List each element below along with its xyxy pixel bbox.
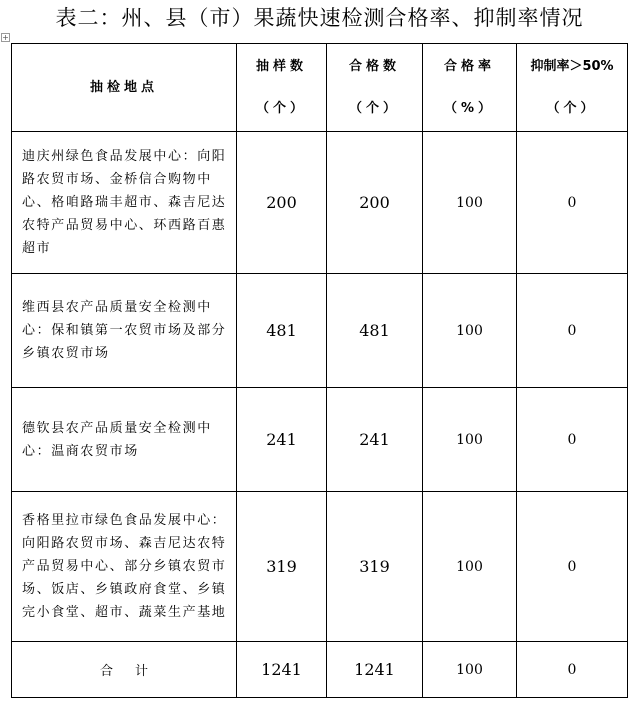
cell-pass-rate: 100	[423, 388, 517, 492]
header-pass-rate: 合格率 （%）	[423, 44, 517, 132]
header-row	[12, 44, 628, 132]
cell-qualified-count: 200	[327, 132, 423, 274]
table-title: 表二：州、县（市）果蔬快速检测合格率、抑制率情况	[55, 6, 584, 30]
cell-inhibition: 0	[517, 492, 628, 642]
cell-total-pass-rate: 100	[423, 642, 517, 698]
cell-inhibition: 0	[517, 388, 628, 492]
header-qualified-count: 合格数 （个）	[327, 44, 423, 132]
cell-inhibition: 0	[517, 132, 628, 274]
table-row	[12, 388, 628, 492]
cell-sample-count: 200	[237, 132, 327, 274]
cell-total-qualified-count: 1241	[327, 642, 423, 698]
header-sample-count: 抽样数 （个）	[237, 44, 327, 132]
header-place: 抽检地点	[12, 44, 237, 132]
cell-pass-rate: 100	[423, 132, 517, 274]
cell-total-inhibition: 0	[517, 642, 628, 698]
cell-sample-count: 241	[237, 388, 327, 492]
move-handle-icon[interactable]: +	[2, 33, 9, 42]
cell-place: 香格里拉市绿色食品发展中心：向阳路农贸市场、森吉尼达农特产品贸易中心、部分乡镇农贸市场、饭店、乡镇政府食堂、乡镇完小食堂、超市、蔬菜生产基地	[12, 492, 237, 642]
header-inhibition: 抑制率＞50% （个）	[517, 44, 628, 132]
cell-qualified-count: 481	[327, 274, 423, 388]
cell-total-label: 合计	[12, 642, 237, 698]
cell-total-sample-count: 1241	[237, 642, 327, 698]
table-row	[12, 132, 628, 274]
cell-inhibition: 0	[517, 274, 628, 388]
table-row	[12, 274, 628, 388]
cell-sample-count: 481	[237, 274, 327, 388]
cell-place: 德钦县农产品质量安全检测中心：温商农贸市场	[12, 388, 237, 492]
total-row	[12, 642, 628, 698]
cell-qualified-count: 319	[327, 492, 423, 642]
cell-pass-rate: 100	[423, 492, 517, 642]
cell-place: 迪庆州绿色食品发展中心：向阳路农贸市场、金桥信合购物中心、格咱路瑞丰超市、森吉尼达农特产品贸易中心、环西路百惠超市	[12, 132, 237, 274]
cell-place: 维西县农产品质量安全检测中心：保和镇第一农贸市场及部分乡镇农贸市场	[12, 274, 237, 388]
inspection-table	[11, 43, 628, 698]
cell-pass-rate: 100	[423, 274, 517, 388]
cell-sample-count: 319	[237, 492, 327, 642]
cell-qualified-count: 241	[327, 388, 423, 492]
table-row	[12, 492, 628, 642]
